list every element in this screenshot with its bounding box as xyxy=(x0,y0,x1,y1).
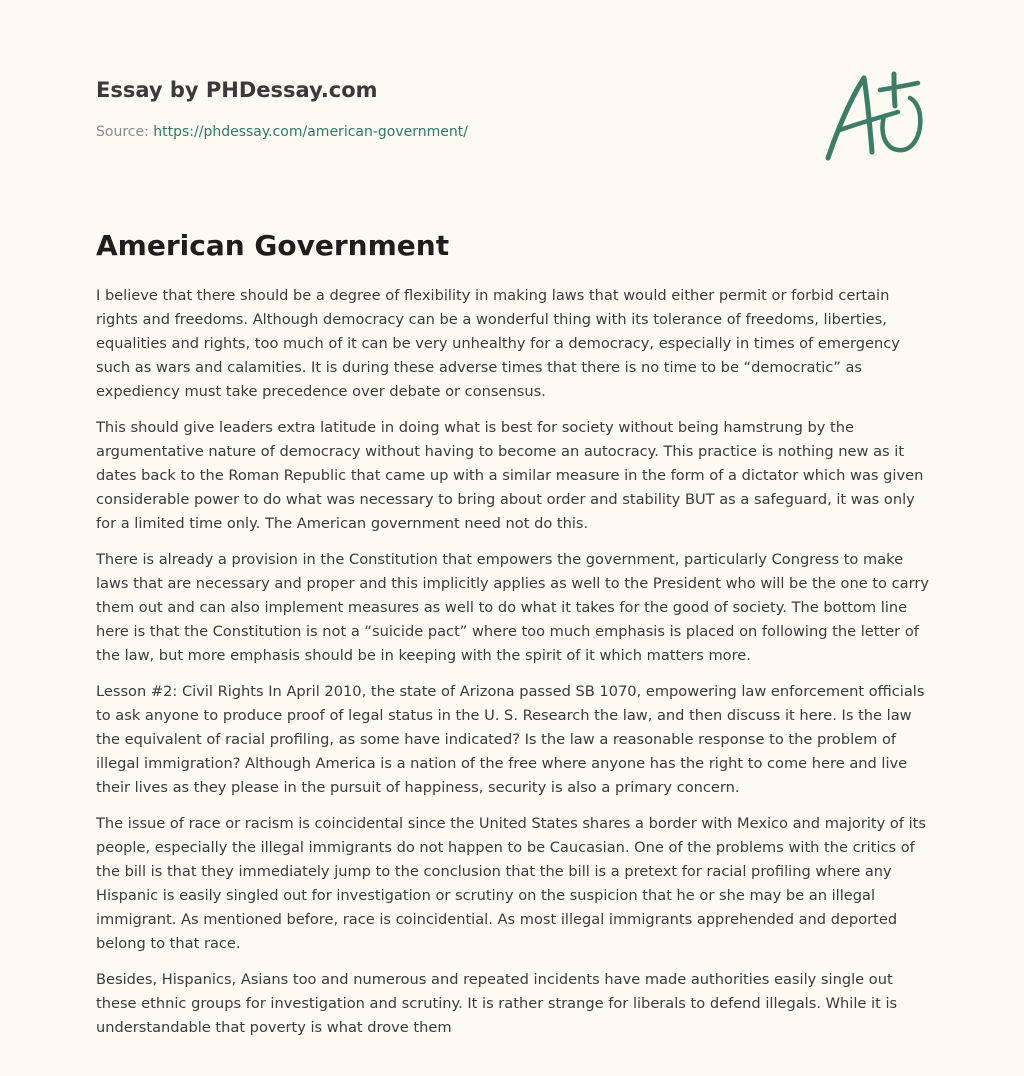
source-label: Source: xyxy=(96,124,149,140)
essay-body xyxy=(96,284,934,1052)
source-link[interactable]: https://phdessay.com/american-government/ xyxy=(153,124,468,140)
essay-paragraph: I believe that there should be a degree of flexibility in making laws that would either permit or forbid certain rights and freedoms. Although democracy can be a wonderful thing with its tolerance of freedoms, liberties, equalities and rights, too much of it can be very unhealthy for a democracy, especially in times of emergency such as wars and calamities. It is during these adverse times that there is no time to be “democratic” as expediency must take precedence over debate or consensus. xyxy=(96,287,900,400)
site-brand: Essay by PHDessay.com xyxy=(96,78,378,102)
essay-paragraph: The issue of race or racism is coincidental since the United States shares a border with Mexico and majority of its people, especially the illegal immigrants do not happen to be Caucasian. One of the problems with the critics of the bill is that they immediately jump to the conclusion that the bill is a pretext for racial profiling where any Hispanic is easily singled out for investigation or scrutiny on the suspicion that he or she may be an illegal immigrant. As mentioned before, race is coincidential. As most illegal immigrants apprehended and deported belong to that race. xyxy=(96,815,926,952)
source-line xyxy=(96,122,796,142)
a-plus-grade-icon xyxy=(818,66,930,166)
essay-paragraph: Besides, Hispanics, Asians too and numerous and repeated incidents have made authorities easily single out these ethnic groups for investigation and scrutiny. It is rather strange for liberals to defend illegals. While it is understandable that poverty is what drove them xyxy=(96,971,898,1036)
essay-paragraph: Lesson #2: Civil Rights In April 2010, the state of Arizona passed SB 1070, empowering law enforcement officials to ask anyone to produce proof of legal status in the U. S. Research the law, and then discuss it here. Is the law the equivalent of racial profiling, as some have indicated? Is the law a reasonable response to the problem of illegal immigration? Although America is a nation of the free where anyone has the right to come here and live their lives as they please in the pursuit of happiness, security is also a primary concern. xyxy=(96,683,925,796)
essay-paragraph: There is already a provision in the Constitution that empowers the government, particularly Congress to make laws that are necessary and proper and this implicitly applies as well to the President who will be the one to carry them out and can also implement measures as well to do what it takes for the good of society. The bottom line here is that the Constitution is not a “suicide pact” where too much emphasis is placed on following the letter of the law, but more emphasis should be in keeping with the spirit of it which matters more. xyxy=(96,551,929,664)
essay-title: American Government xyxy=(96,229,450,262)
page-header xyxy=(96,76,796,142)
essay-paragraph: This should give leaders extra latitude in doing what is best for society without being hamstrung by the argumentative nature of democracy without having to become an autocracy. This practice is nothing new as it dates back to the Roman Republic that came up with a similar measure in the form of a dictator which was given considerable power to do what was necessary to bring about order and stability BUT as a safeguard, it was only for a limited time only. The American government need not do this. xyxy=(96,419,924,532)
